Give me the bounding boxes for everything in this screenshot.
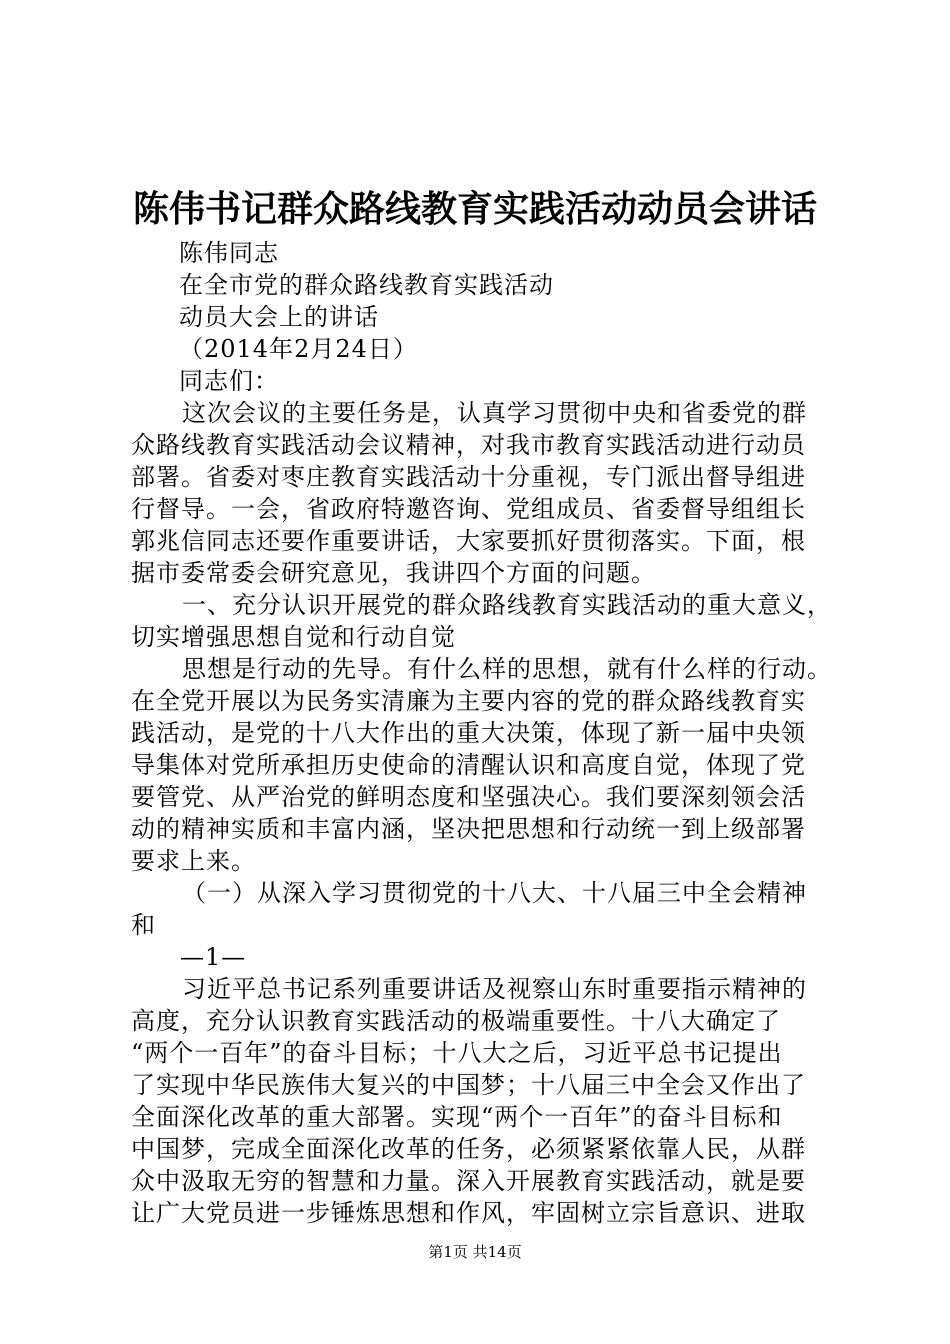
body-line: “两个一百年”的奋斗目标；十八大之后，习近平总书记提出: [131, 1039, 783, 1067]
body-line: 要求上来。: [131, 847, 256, 875]
speaker-line: 陈伟同志: [179, 239, 279, 267]
body-line: 导集体对党所承担历史使命的清醒认识和高度自觉，体现了党: [131, 751, 806, 779]
subsection-heading-cont: 和: [131, 911, 156, 939]
section-heading: 一、充分认识开展党的群众路线教育实践活动的重大意义，: [182, 591, 832, 619]
body-line: 据市委常委会研究意见，我讲四个方面的问题。: [131, 559, 656, 587]
body-line: 众中汲取无穷的智慧和力量。深入开展教育实践活动，就是要: [131, 1167, 806, 1195]
inner-page-number: —1—: [180, 943, 247, 971]
salutation-line: 同志们：: [179, 367, 279, 395]
document-title: 陈伟书记群众路线教育实践活动动员会讲话: [132, 188, 817, 230]
subsection-heading: （一）从深入学习贯彻党的十八大、十八届三中全会精神: [182, 879, 807, 907]
date-line: （2014年2月24日）: [179, 335, 418, 363]
body-line: 全面深化改革的重大部署。实现“两个一百年”的奋斗目标和: [131, 1103, 783, 1131]
body-line: 部署。省委对枣庄教育实践活动十分重视，专门派出督导组进: [131, 463, 806, 491]
page-footer: 第1页 共14页: [428, 1243, 522, 1261]
body-line: 在全党开展以为民务实清廉为主要内容的党的群众路线教育实: [131, 687, 806, 715]
body-line: 这次会议的主要任务是，认真学习贯彻中央和省委党的群: [182, 399, 807, 427]
body-line: 高度，充分认识教育实践活动的极端重要性。十八大确定了: [131, 1007, 781, 1035]
body-line: 了实现中华民族伟大复兴的中国梦；十八届三中全会又作出了: [131, 1071, 806, 1099]
body-line: 让广大党员进一步锤炼思想和作风，牢固树立宗旨意识、进取: [131, 1199, 806, 1227]
section-heading-cont: 切实增强思想自觉和行动自觉: [131, 623, 456, 651]
body-line: 行督导。一会，省政府特邀咨询、党组成员、省委督导组组长: [131, 495, 806, 523]
occasion-line: 在全市党的群众路线教育实践活动: [179, 271, 554, 299]
body-line: 习近平总书记系列重要讲话及视察山东时重要指示精神的: [182, 975, 807, 1003]
occasion-line-2: 动员大会上的讲话: [179, 303, 379, 331]
body-line: 动的精神实质和丰富内涵，坚决把思想和行动统一到上级部署: [131, 815, 806, 843]
body-line: 要管党、从严治党的鲜明态度和坚强决心。我们要深刻领会活: [131, 783, 806, 811]
body-line: 践活动，是党的十八大作出的重大决策，体现了新一届中央领: [131, 719, 806, 747]
body-line: 中国梦，完成全面深化改革的任务，必须紧紧依靠人民，从群: [131, 1135, 806, 1163]
body-line: 郭兆信同志还要作重要讲话，大家要抓好贯彻落实。下面，根: [131, 527, 806, 555]
body-line: 众路线教育实践活动会议精神，对我市教育实践活动进行动员: [131, 431, 806, 459]
body-line: 思想是行动的先导。有什么样的思想，就有什么样的行动。: [182, 655, 832, 683]
